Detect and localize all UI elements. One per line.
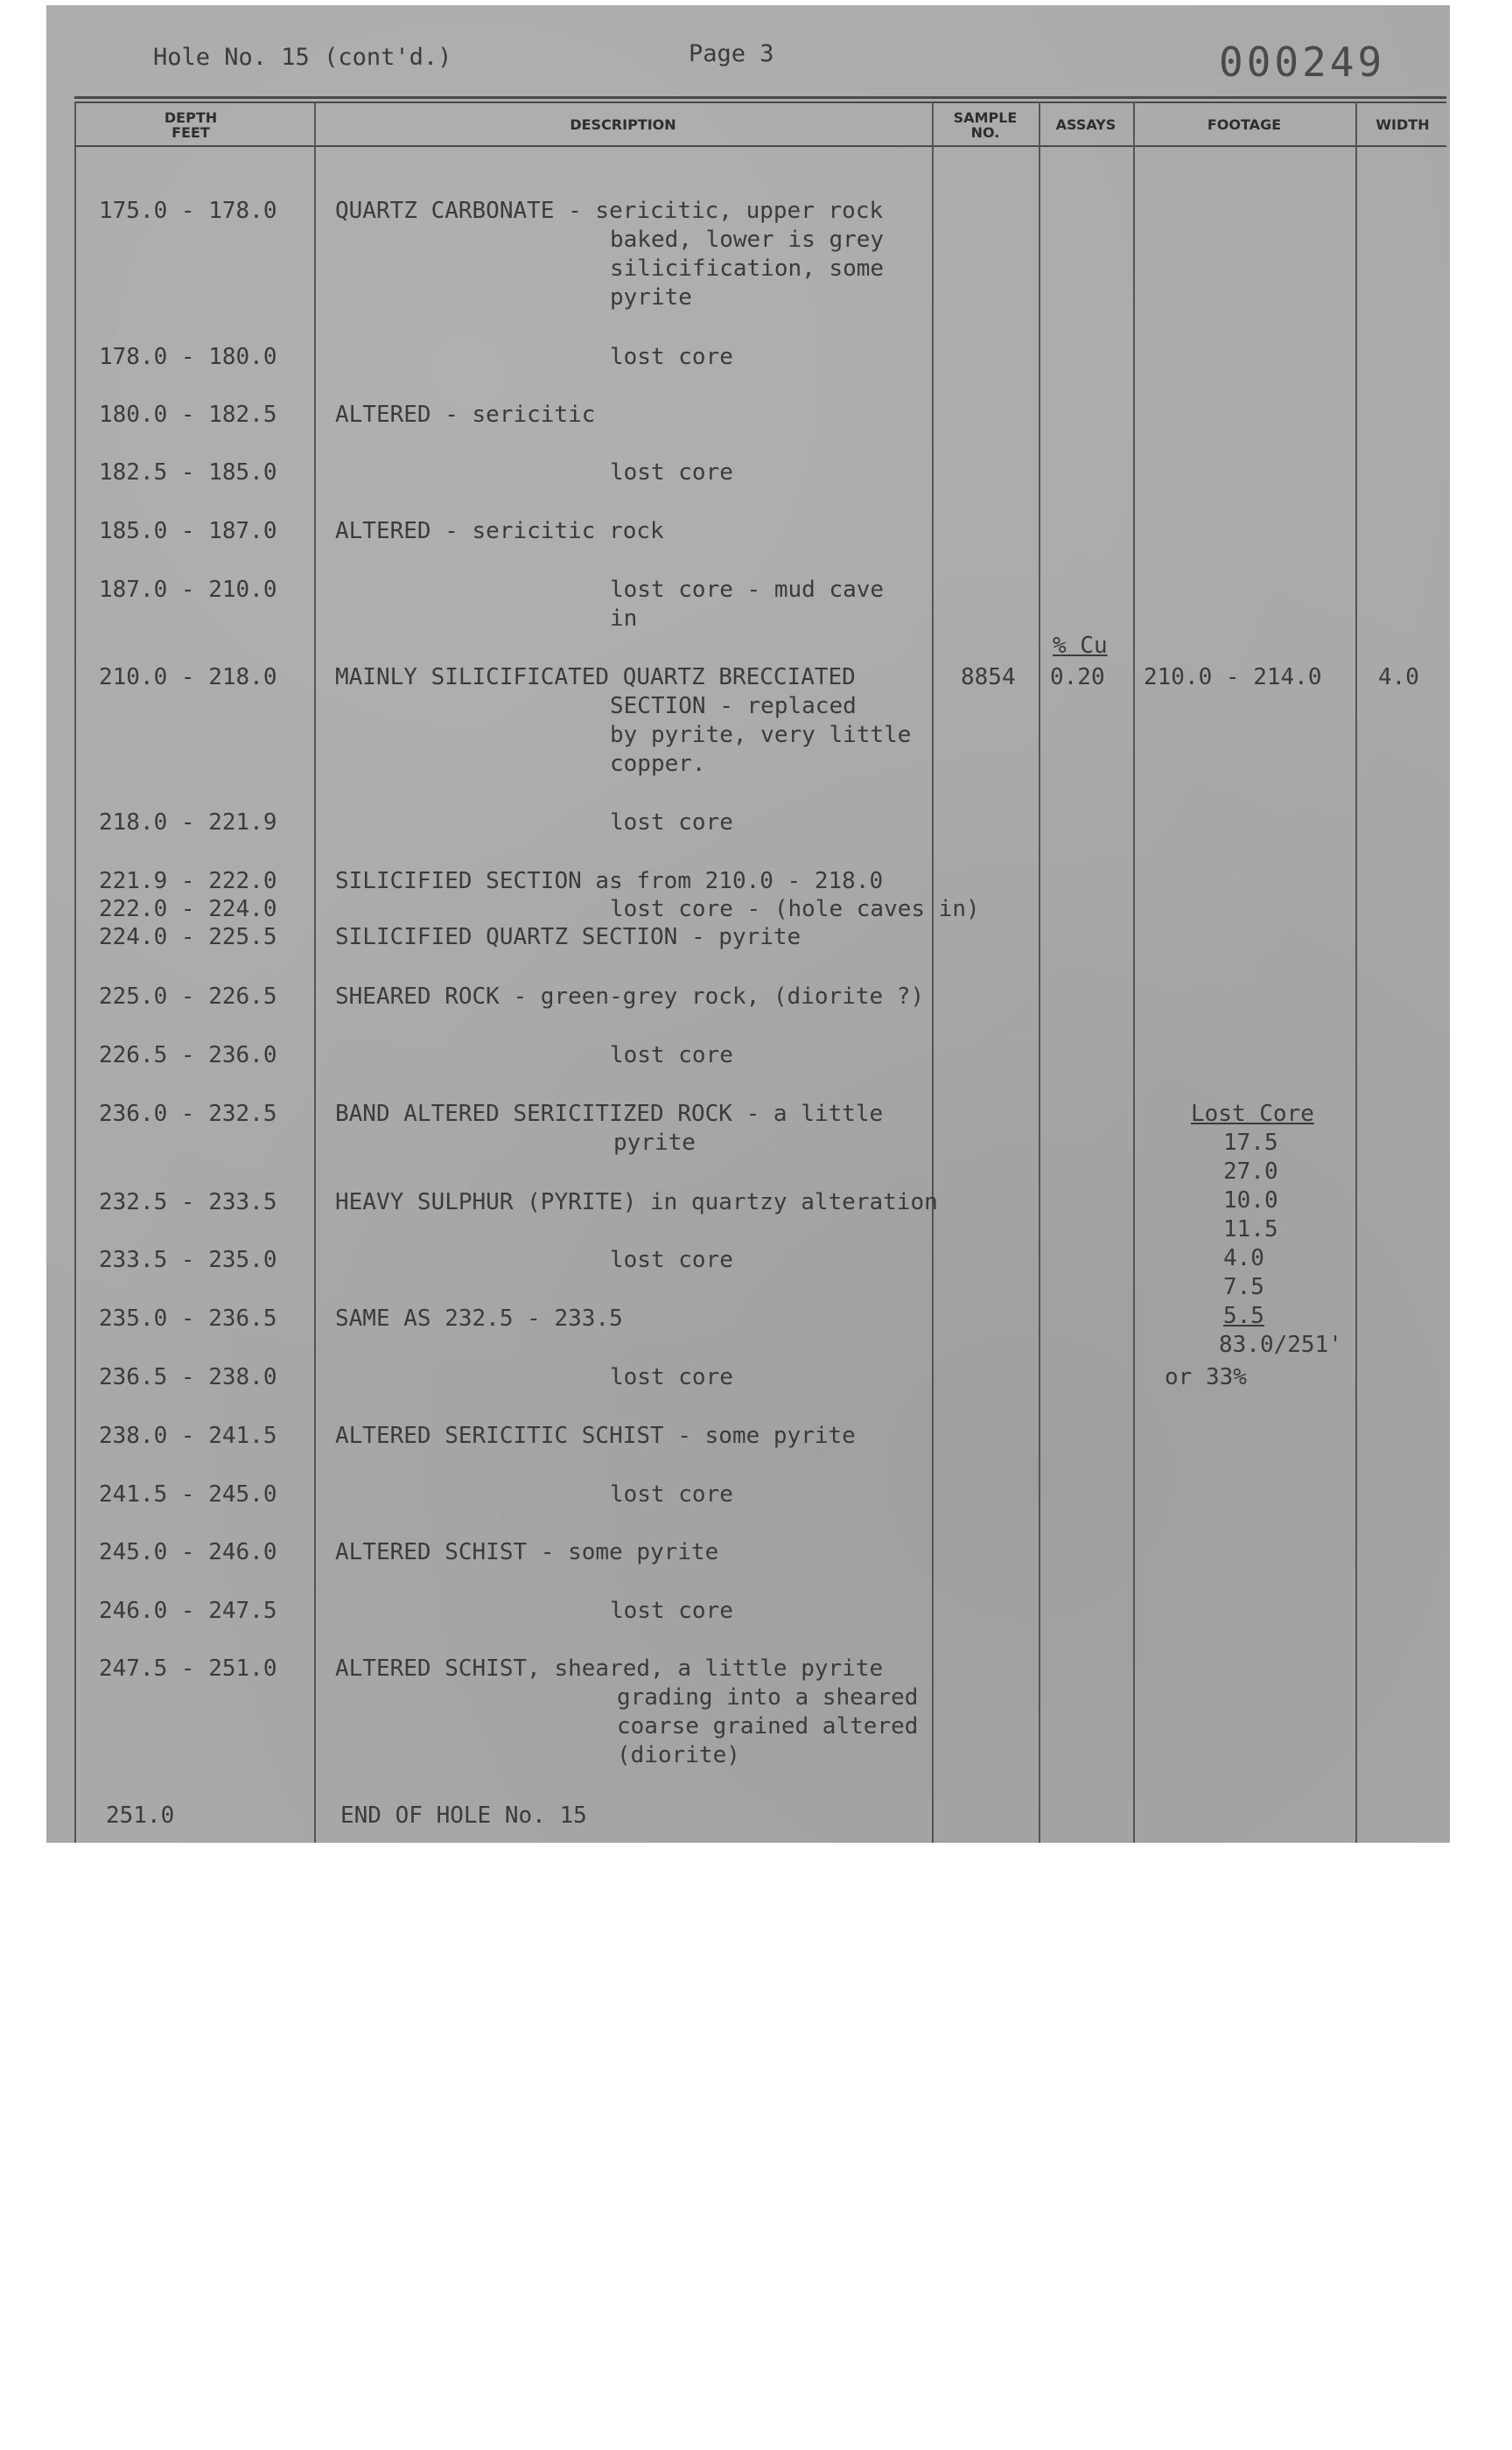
lost-core-value: 5.5 <box>1223 1303 1264 1329</box>
description-continued: by pyrite, very little <box>610 722 912 748</box>
col-header-width: WIDTH <box>1376 116 1430 133</box>
description-cell: ALTERED - sericitic <box>335 402 596 428</box>
table-top-rule-2 <box>74 102 1446 103</box>
depth-cell: 247.5 - 251.0 <box>99 1656 277 1682</box>
lost-core-value: 7.5 <box>1223 1274 1264 1300</box>
lost-core-cell: lost core <box>610 459 733 486</box>
description-continued: silicification, some <box>610 256 885 282</box>
depth-cell: 226.5 - 236.0 <box>99 1042 277 1068</box>
lost-core-cell: lost core <box>610 1247 733 1273</box>
depth-cell: 221.9 - 222.0 <box>99 868 277 894</box>
depth-cell: 245.0 - 246.0 <box>99 1539 277 1565</box>
lost-core-value: 4.0 <box>1223 1245 1264 1271</box>
description-cell: ALTERED SERICITIC SCHIST - some pyrite <box>335 1423 856 1449</box>
assay-value: 0.20 <box>1050 664 1105 690</box>
assay-unit: % Cu <box>1053 633 1108 659</box>
depth-cell: 241.5 - 245.0 <box>99 1481 277 1508</box>
col-divider <box>932 102 934 1843</box>
description-cell: SILICIFIED QUARTZ SECTION - pyrite <box>335 924 802 950</box>
description-continued: (diorite) <box>617 1742 740 1768</box>
lost-core-cell: lost core <box>610 1042 733 1068</box>
description-continued: copper. <box>610 751 706 777</box>
col-header-footage: FOOTAGE <box>1207 116 1282 133</box>
depth-cell: 251.0 <box>106 1802 175 1829</box>
depth-cell: 222.0 - 224.0 <box>99 896 277 922</box>
lost-core-value: 11.5 <box>1223 1216 1278 1242</box>
depth-cell: 187.0 - 210.0 <box>99 577 277 603</box>
lost-core-value: 17.5 <box>1223 1130 1278 1156</box>
description-cell: SAME AS 232.5 - 233.5 <box>335 1306 623 1332</box>
description-cell: ALTERED SCHIST, sheared, a little pyrite <box>335 1656 884 1682</box>
lost-core-cell: lost core - (hole caves in) <box>610 896 980 922</box>
document-page <box>46 5 1450 1843</box>
depth-cell: 232.5 - 233.5 <box>99 1189 277 1215</box>
description-continued: baked, lower is grey <box>610 227 885 253</box>
depth-cell: 178.0 - 180.0 <box>99 344 277 370</box>
lost-core-value: 10.0 <box>1223 1187 1278 1214</box>
depth-cell: 236.5 - 238.0 <box>99 1364 277 1390</box>
lost-core-cell: lost core <box>610 344 733 370</box>
description-cell: SHEARED ROCK - green-grey rock, (diorite ?) <box>335 984 925 1010</box>
lost-core-value: 27.0 <box>1223 1158 1278 1185</box>
depth-cell: 225.0 - 226.5 <box>99 984 277 1010</box>
depth-cell: 233.5 - 235.0 <box>99 1247 277 1273</box>
depth-cell: 236.0 - 232.5 <box>99 1101 277 1127</box>
description-continued: coarse grained altered <box>617 1713 919 1740</box>
col-header-assays: ASSAYS <box>1055 116 1116 133</box>
depth-cell: 218.0 - 221.9 <box>99 809 277 836</box>
col-divider <box>314 102 316 1843</box>
hole-title: Hole No. 15 (cont'd.) <box>153 44 452 71</box>
depth-cell: 246.0 - 247.5 <box>99 1598 277 1624</box>
sample-number: 8854 <box>961 664 1016 690</box>
description-cell: BAND ALTERED SERICITIZED ROCK - a little <box>335 1101 884 1127</box>
page-number: Page 3 <box>689 40 774 67</box>
depth-cell: 180.0 - 182.5 <box>99 402 277 428</box>
col-divider <box>74 102 76 1843</box>
description-cell: ALTERED - sericitic rock <box>335 518 664 544</box>
lost-core-percent: or 33% <box>1165 1364 1247 1390</box>
col-divider <box>1355 102 1357 1843</box>
col-divider <box>1133 102 1135 1843</box>
lost-core-tally-title: Lost Core <box>1191 1101 1314 1127</box>
lost-core-cell: lost core <box>610 1481 733 1508</box>
depth-cell: 175.0 - 178.0 <box>99 198 277 224</box>
description-cell: MAINLY SILICIFICATED QUARTZ BRECCIATED <box>335 664 856 690</box>
width-value: 4.0 <box>1378 664 1419 690</box>
depth-cell: 235.0 - 236.5 <box>99 1306 277 1332</box>
lost-core-cell: lost core <box>610 1364 733 1390</box>
lost-core-cell: lost core <box>610 809 733 836</box>
col-header-depth: DEPTH FEET <box>164 109 218 141</box>
description-continued: in <box>610 606 638 632</box>
table-top-rule <box>74 96 1446 99</box>
lost-core-total: 83.0/251' <box>1219 1332 1342 1358</box>
header-bottom-rule <box>74 145 1446 147</box>
lost-core-cell: lost core - mud cave <box>610 577 885 603</box>
description-cell: HEAVY SULPHUR (PYRITE) in quartzy alteration <box>335 1189 938 1215</box>
depth-cell: 210.0 - 218.0 <box>99 664 277 690</box>
footage-value: 210.0 - 214.0 <box>1144 664 1322 690</box>
depth-cell: 185.0 - 187.0 <box>99 518 277 544</box>
description-continued: SECTION - replaced <box>610 693 857 719</box>
description-cell: ALTERED SCHIST - some pyrite <box>335 1539 719 1565</box>
col-divider <box>1039 102 1040 1843</box>
document-number: 000249 <box>1219 38 1386 86</box>
description-cell: SILICIFIED SECTION as from 210.0 - 218.0 <box>335 868 884 894</box>
col-header-description: DESCRIPTION <box>570 116 676 133</box>
description-continued: pyrite <box>610 284 692 311</box>
depth-cell: 238.0 - 241.5 <box>99 1423 277 1449</box>
end-of-hole: END OF HOLE No. 15 <box>340 1802 587 1829</box>
description-continued: grading into a sheared <box>617 1684 919 1711</box>
depth-cell: 224.0 - 225.5 <box>99 924 277 950</box>
description-continued: pyrite <box>613 1130 696 1156</box>
lost-core-cell: lost core <box>610 1598 733 1624</box>
description-cell: QUARTZ CARBONATE - sericitic, upper rock <box>335 198 884 224</box>
col-header-sample: SAMPLE NO. <box>953 109 1018 141</box>
depth-cell: 182.5 - 185.0 <box>99 459 277 486</box>
